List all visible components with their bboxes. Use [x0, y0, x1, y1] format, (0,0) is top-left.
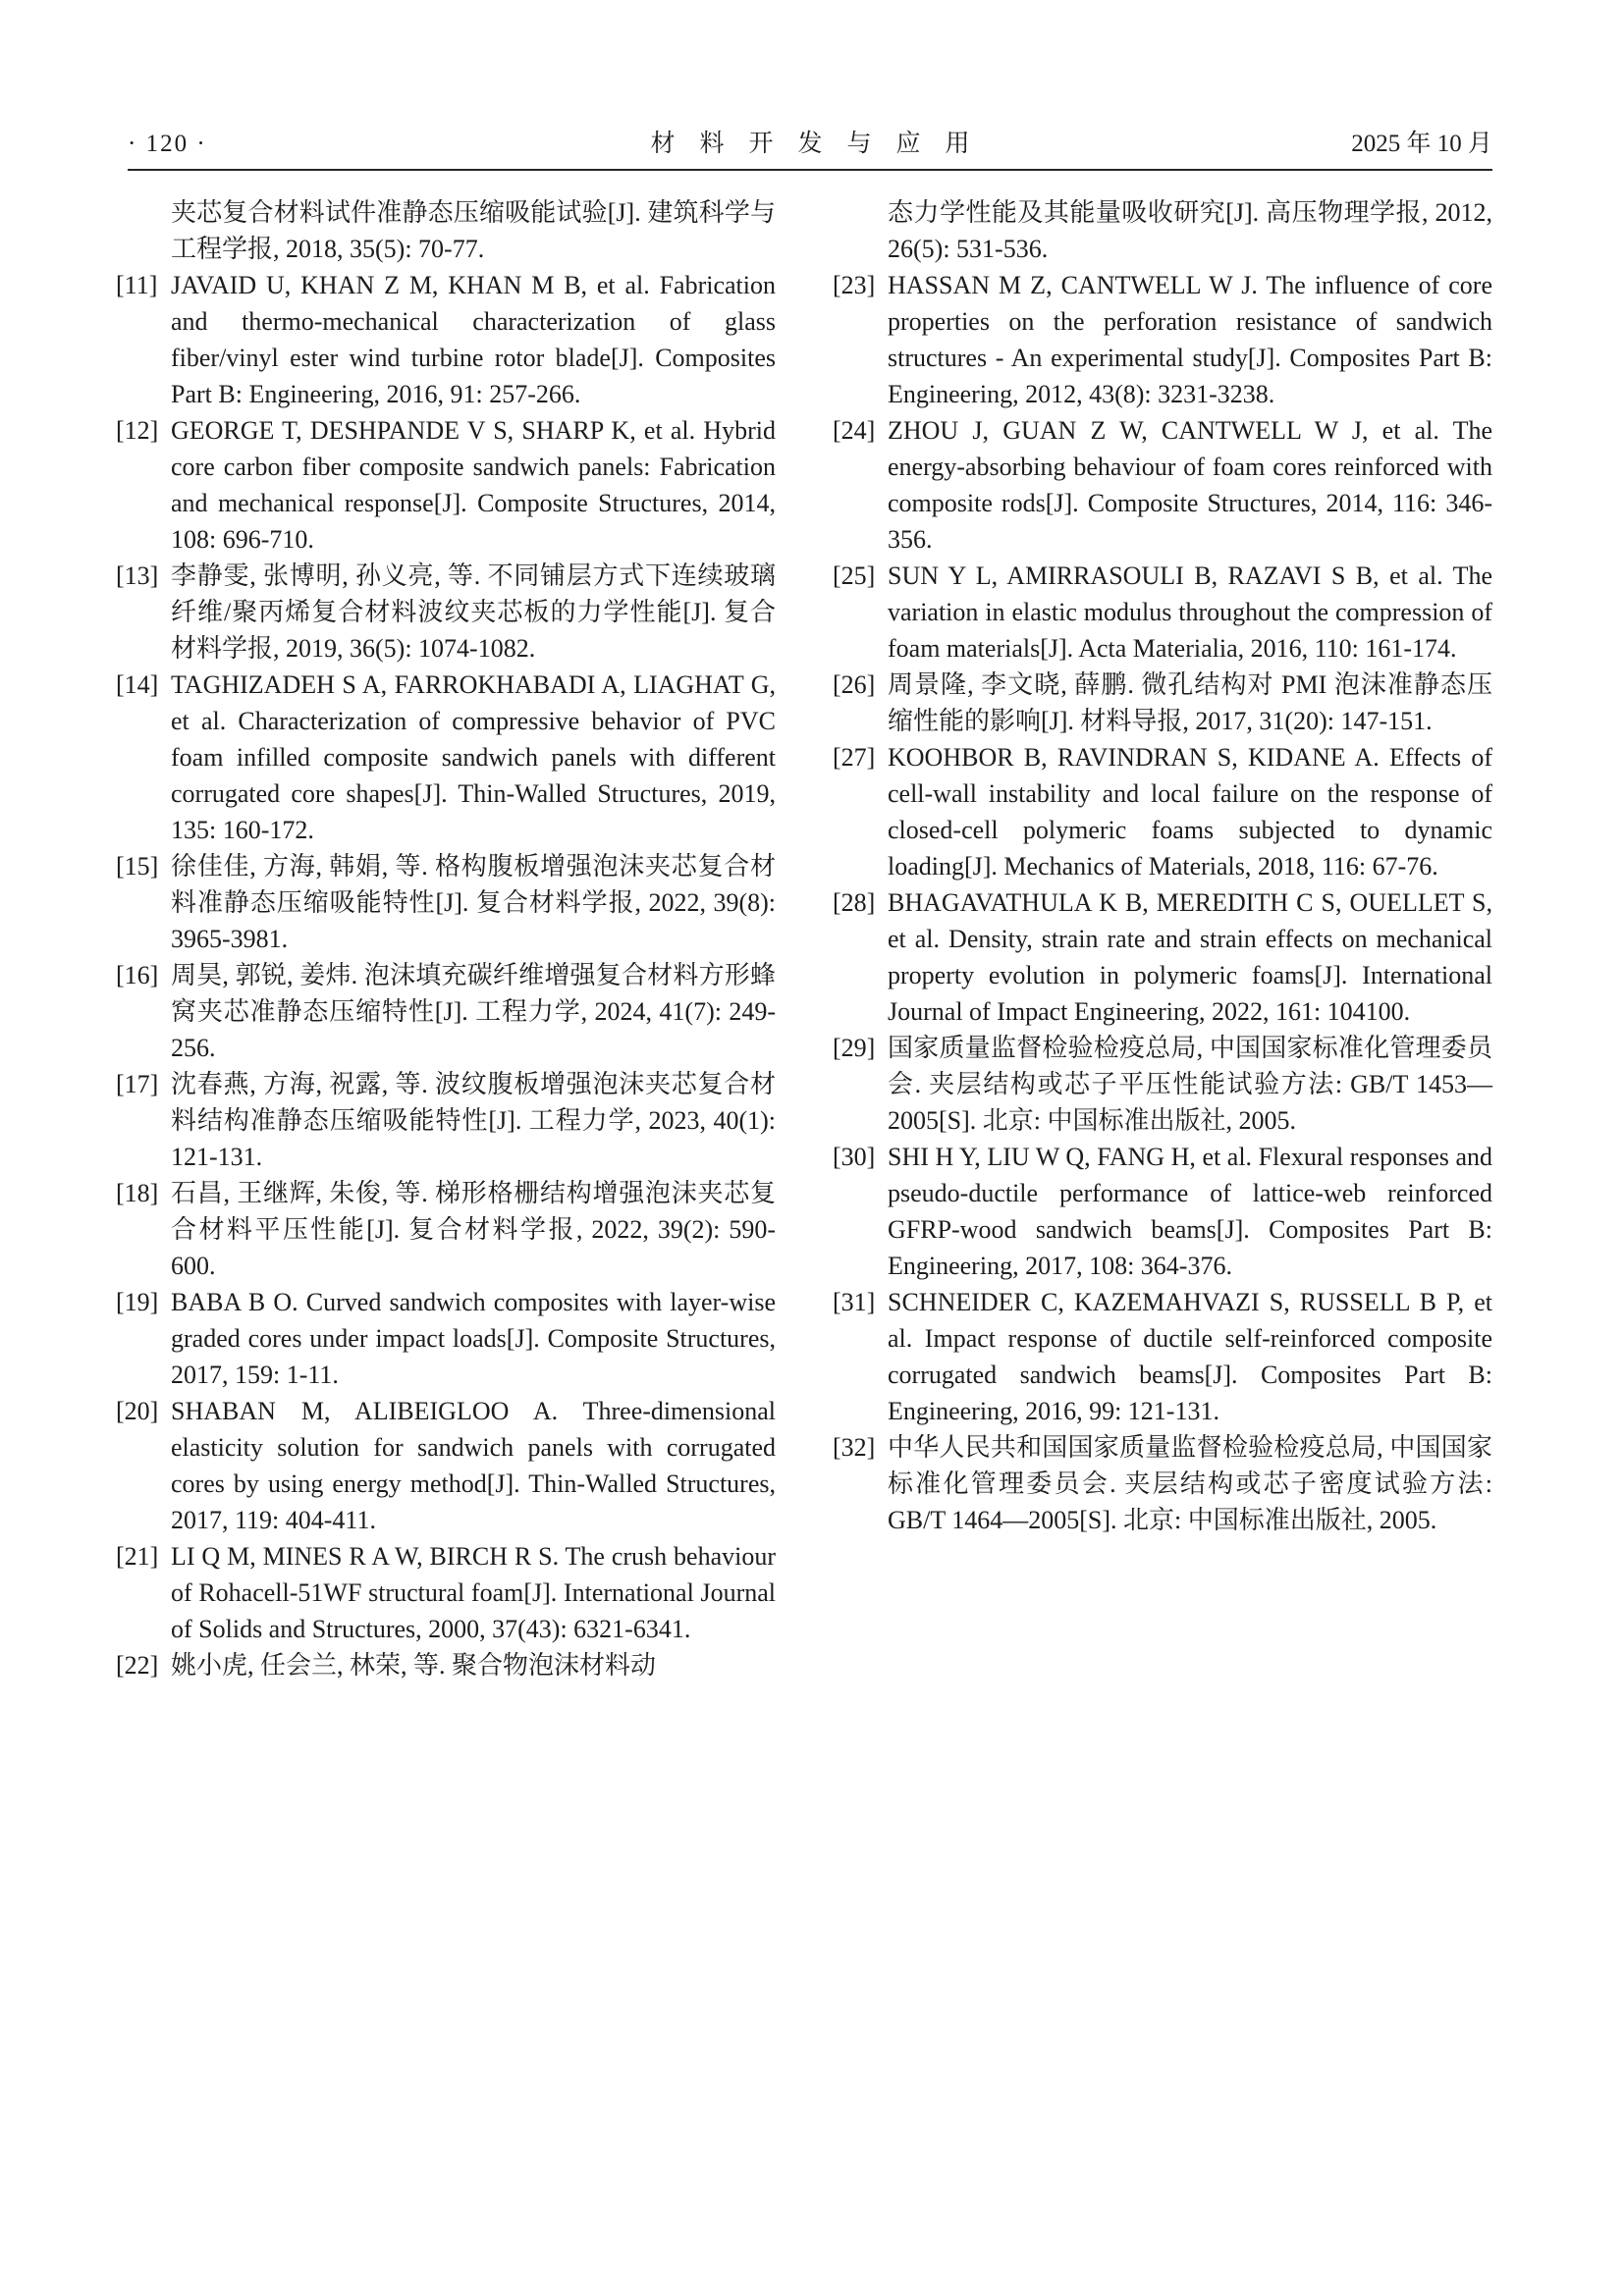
reference-label: [12]: [116, 416, 159, 445]
reference-item: [833, 412, 1492, 558]
reference-label: [21]: [116, 1542, 159, 1571]
reference-label: [27]: [833, 743, 876, 772]
reference-item: [116, 558, 776, 667]
reference-item: [116, 1393, 776, 1538]
reference-text: LI Q M, MINES R A W, BIRCH R S. The crush behaviour of Rohacell-51WF structural foam[J]. International Journal of Solids and Structures, 2000, 37(43): 6321-6341.: [171, 1542, 776, 1643]
reference-item: [833, 1030, 1492, 1139]
reference-text: BABA B O. Curved sandwich composites with layer-wise graded cores under impact loads[J]. Composite Structures, 2017, 159: 1-11.: [171, 1288, 776, 1389]
reference-item: [116, 1538, 776, 1647]
reference-item: [116, 1175, 776, 1284]
reference-label: [29]: [833, 1034, 876, 1062]
reference-text: KOOHBOR B, RAVINDRAN S, KIDANE A. Effects of cell-wall instability and local failure on the response of closed-cell polymeric foams subjected to dynamic loading[J]. Mechanics of Materials, 2018, 116: 67-76.: [888, 743, 1492, 881]
page-number: · 120 ·: [128, 131, 207, 157]
references-column-right: [833, 194, 1492, 1683]
references-column-left: [116, 194, 776, 1683]
reference-text: BHAGAVATHULA K B, MEREDITH C S, OUELLET S, et al. Density, strain rate and strain effects on mechanical property evolution in polymeric foams[J]. International Journal of Impact Engineering, 2022, 161: 104100.: [888, 888, 1492, 1026]
reference-item: [116, 667, 776, 848]
reference-item: [833, 558, 1492, 667]
reference-item: [116, 957, 776, 1066]
reference-item: [833, 884, 1492, 1030]
reference-continuation: [116, 194, 776, 267]
reference-label: [18]: [116, 1179, 159, 1207]
reference-text: 沈春燕, 方海, 祝露, 等. 波纹腹板增强泡沫夹芯复合材料结构准静态压缩吸能特性[J]. 工程力学, 2023, 40(1): 121-131.: [171, 1070, 776, 1171]
reference-item: [833, 1139, 1492, 1284]
header-rule: [128, 169, 1492, 171]
reference-text: TAGHIZADEH S A, FARROKHABADI A, LIAGHAT G, et al. Characterization of compressive behavior of PVC foam infilled composite sandwich panels with different corrugated core shapes[J]. Thin-Walled Structures, 2019, 135: 160-172.: [171, 670, 776, 844]
reference-label: [24]: [833, 416, 876, 445]
reference-label: [26]: [833, 670, 876, 699]
reference-text: 国家质量监督检验检疫总局, 中国国家标准化管理委员会. 夹层结构或芯子平压性能试验方法: GB/T 1453—2005[S]. 北京: 中国标准出版社, 2005.: [888, 1034, 1492, 1135]
reference-text: ZHOU J, GUAN Z W, CANTWELL W J, et al. The energy-absorbing behaviour of foam cores reinforced with composite rods[J]. Composite Structures, 2014, 116: 346-356.: [888, 416, 1492, 554]
reference-label: [11]: [116, 271, 158, 299]
reference-text: 周景隆, 李文晓, 薛鹏. 微孔结构对 PMI 泡沫准静态压缩性能的影响[J]. 材料导报, 2017, 31(20): 147-151.: [888, 670, 1492, 735]
reference-item: [116, 1066, 776, 1175]
reference-item: [116, 1647, 776, 1683]
reference-item: [833, 739, 1492, 884]
reference-label: [14]: [116, 670, 159, 699]
reference-item: [833, 267, 1492, 412]
reference-label: [20]: [116, 1397, 159, 1425]
reference-text: SUN Y L, AMIRRASOULI B, RAZAVI S B, et al. The variation in elastic modulus throughout the compression of foam materials[J]. Acta Materialia, 2016, 110: 161-174.: [888, 561, 1492, 663]
reference-label: [32]: [833, 1433, 876, 1462]
reference-text: 夹芯复合材料试件准静态压缩吸能试验[J]. 建筑科学与工程学报, 2018, 35(5): 70-77.: [171, 198, 776, 263]
reference-text: 徐佳佳, 方海, 韩娟, 等. 格构腹板增强泡沫夹芯复合材料准静态压缩吸能特性[J]. 复合材料学报, 2022, 39(8): 3965-3981.: [171, 852, 776, 953]
reference-item: [833, 667, 1492, 739]
reference-text: 姚小虎, 任会兰, 林荣, 等. 聚合物泡沫材料动: [171, 1651, 657, 1680]
reference-text: SHI H Y, LIU W Q, FANG H, et al. Flexural responses and pseudo-ductile performance of lattice-web reinforced GFRP-wood sandwich beams[J]. Composites Part B: Engineering, 2017, 108: 364-376.: [888, 1143, 1492, 1280]
reference-label: [16]: [116, 961, 159, 989]
reference-text: GEORGE T, DESHPANDE V S, SHARP K, et al. Hybrid core carbon fiber composite sandwich panels: Fabrication and mechanical response[J]. Composite Structures, 2014, 108: 696-710.: [171, 416, 776, 554]
reference-text: JAVAID U, KHAN Z M, KHAN M B, et al. Fabrication and thermo-mechanical characterization of glass fiber/vinyl ester wind turbine rotor blade[J]. Composites Part B: Engineering, 2016, 91: 257-266.: [171, 271, 776, 408]
reference-text: HASSAN M Z, CANTWELL W J. The influence of core properties on the perforation resistance of sandwich structures - An experimental study[J]. Composites Part B: Engineering, 2012, 43(8): 3231-3238.: [888, 271, 1492, 408]
reference-text: 周昊, 郭锐, 姜炜. 泡沫填充碳纤维增强复合材料方形蜂窝夹芯准静态压缩特性[J]. 工程力学, 2024, 41(7): 249-256.: [171, 961, 776, 1062]
reference-item: [116, 267, 776, 412]
reference-item: [116, 1284, 776, 1393]
reference-label: [13]: [116, 561, 159, 590]
reference-continuation: [833, 194, 1492, 267]
reference-text: 中华人民共和国国家质量监督检验检疫总局, 中国国家标准化管理委员会. 夹层结构或芯子密度试验方法: GB/T 1464—2005[S]. 北京: 中国标准出版社, 2005.: [888, 1433, 1492, 1534]
page-header: [128, 124, 1492, 159]
reference-label: [23]: [833, 271, 876, 299]
reference-label: [15]: [116, 852, 159, 881]
reference-item: [116, 848, 776, 957]
references-section: [116, 194, 1492, 1683]
reference-text: 态力学性能及其能量吸收研究[J]. 高压物理学报, 2012, 26(5): 531-536.: [888, 198, 1492, 263]
reference-label: [17]: [116, 1070, 159, 1098]
reference-item: [833, 1429, 1492, 1538]
reference-label: [19]: [116, 1288, 159, 1316]
reference-label: [22]: [116, 1651, 159, 1680]
reference-text: 李静雯, 张博明, 孙义亮, 等. 不同铺层方式下连续玻璃纤维/聚丙烯复合材料波纹夹芯板的力学性能[J]. 复合材料学报, 2019, 36(5): 1074-1082.: [171, 561, 776, 663]
reference-label: [30]: [833, 1143, 876, 1171]
reference-item: [116, 412, 776, 558]
reference-text: 石昌, 王继辉, 朱俊, 等. 梯形格栅结构增强泡沫夹芯复合材料平压性能[J]. 复合材料学报, 2022, 39(2): 590-600.: [171, 1179, 776, 1280]
reference-label: [31]: [833, 1288, 876, 1316]
reference-label: [25]: [833, 561, 876, 590]
issue-date: 2025 年 10 月: [1351, 131, 1492, 157]
reference-item: [833, 1284, 1492, 1429]
reference-text: SCHNEIDER C, KAZEMAHVAZI S, RUSSELL B P, et al. Impact response of ductile self-reinforced composite corrugated sandwich beams[J]. Composites Part B: Engineering, 2016, 99: 121-131.: [888, 1288, 1492, 1425]
reference-label: [28]: [833, 888, 876, 917]
reference-text: SHABAN M, ALIBEIGLOO A. Three-dimensional elasticity solution for sandwich panels with corrugated cores by using energy method[J]. Thin-Walled Structures, 2017, 119: 404-411.: [171, 1397, 776, 1534]
journal-title: 材料开发与应用: [650, 131, 995, 157]
